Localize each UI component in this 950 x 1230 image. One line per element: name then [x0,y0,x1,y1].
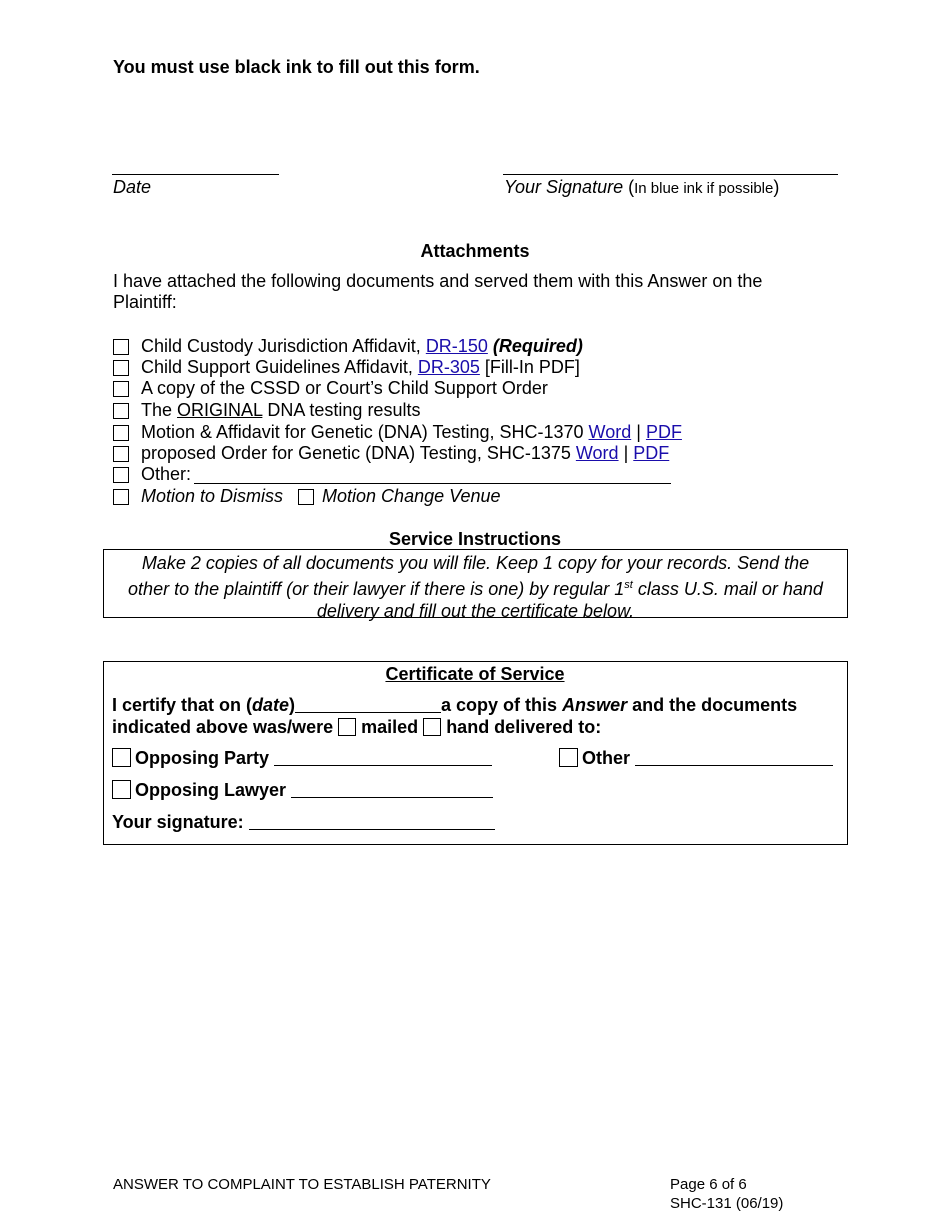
ink-instruction: You must use black ink to fill out this form. [113,57,480,77]
footer-title: ANSWER TO COMPLAINT TO ESTABLISH PATERNITY [113,1176,491,1193]
other-fill-line[interactable] [635,749,833,766]
shc1370-word-link[interactable]: Word [588,422,632,442]
attachment-item [113,443,669,464]
attachment-text: Child Support Guidelines Affidavit, [141,357,418,377]
separator: | [636,422,641,442]
attachments-intro: I have attached the following documents and served them with this Answer on the Plaintiff: [113,271,763,312]
motion-venue-label: Motion Change Venue [322,486,501,506]
attachment-text: A copy of the CSSD or Court’s Child Support Order [141,378,548,398]
attachment-text: DNA testing results [262,400,421,420]
attachment-text: proposed Order for Genetic (DNA) Testing, SHC-1375 [141,443,576,463]
certificate-heading: Certificate of Service [385,664,565,684]
hand-delivered-checkbox[interactable] [423,718,441,736]
motion-dismiss-label: Motion to Dismiss [141,486,284,506]
service-box [103,549,848,621]
other-label: Other [582,748,631,768]
checkbox[interactable] [298,489,314,505]
attachment-item [113,357,580,378]
checkbox[interactable] [113,467,129,483]
checkbox[interactable] [113,339,129,355]
certify-text: indicated above was/were [112,717,334,737]
attachments-heading: Attachments [420,241,530,261]
certify-text: ) [289,695,296,715]
dr305-link[interactable]: DR-305 [417,357,480,377]
your-signature-label: Your signature: [112,812,244,832]
separator: | [623,443,629,463]
opposing-lawyer-label: Opposing Lawyer [135,780,287,800]
checkbox[interactable] [113,381,129,397]
service-line [104,574,847,600]
opposing-party-checkbox[interactable] [112,748,131,767]
footer-page: Page 6 of 6 [670,1176,747,1193]
dr150-link[interactable]: DR-150 [425,336,488,356]
signature-note-close: ) [773,177,780,197]
attachment-text: Child Custody Jurisdiction Affidavit, [141,336,426,356]
mailed-checkbox[interactable] [338,718,356,736]
certify-text: a copy of this [441,695,563,715]
attachment-item [113,486,501,507]
signature-note: In blue ink if possible [634,180,774,197]
service-text [104,552,847,622]
shc1375-word-link[interactable]: Word [575,443,619,463]
fill-in-pdf-label: [Fill-In PDF] [484,357,580,377]
footer-form-id: SHC-131 (06/19) [670,1195,784,1212]
answer-word: Answer [562,695,628,715]
hand-delivered-label: hand delivered to: [446,717,602,737]
attachment-text: Motion & Affidavit for Genetic (DNA) Testing, SHC-1370 [141,422,589,442]
signature-note-open: ( [628,177,635,197]
other-checkbox[interactable] [559,748,578,767]
attachment-text: Other: [141,464,192,484]
attachment-item [113,400,420,421]
other-line[interactable] [194,483,671,484]
checkbox[interactable] [113,425,129,441]
opposing-party-row [112,747,492,769]
certify-text: and the documents [627,695,798,715]
signature-label-group [504,177,779,198]
opposing-lawyer-row [112,779,493,801]
opposing-party-line[interactable] [274,749,492,766]
attachment-text: The [141,400,178,420]
your-signature-line[interactable] [249,813,495,830]
date-line[interactable] [112,174,279,175]
service-line: Make 2 copies of all documents you will file. Keep 1 copy for your records. Send the [141,553,810,573]
other-row [559,747,833,769]
your-signature-row [112,811,495,833]
superscript: st [624,579,633,591]
certify-line-1 [112,694,797,716]
mailed-label: mailed [361,717,419,737]
service-heading: Service Instructions [388,529,562,549]
certify-text: I certify that on ( [112,695,253,715]
service-line-part: class U.S. mail or hand [632,579,823,599]
checkbox[interactable] [113,403,129,419]
shc1370-pdf-link[interactable]: PDF [645,422,682,442]
certify-line-2 [112,716,601,738]
opposing-lawyer-line[interactable] [291,781,493,798]
checkbox[interactable] [113,489,129,505]
date-word: date [252,695,290,715]
service-line: delivery and fill out the certificate below. [316,601,635,621]
opposing-party-label: Opposing Party [135,748,270,768]
attachment-item [113,378,548,399]
checkbox[interactable] [113,360,129,376]
date-label: Date [113,177,152,197]
original-underlined: ORIGINAL [177,400,263,420]
date-fill-line[interactable] [295,696,441,713]
service-line-part: other to the plaintiff (or their lawyer if there is one) by regular 1 [128,579,625,599]
required-label: (Required) [492,336,583,356]
shc1375-pdf-link[interactable]: PDF [633,443,670,463]
signature-label: Your Signature [504,177,624,197]
opposing-lawyer-checkbox[interactable] [112,780,131,799]
attachment-item [113,336,583,357]
checkbox[interactable] [113,446,129,462]
signature-line[interactable] [503,174,838,175]
attachment-item [113,464,191,485]
attachment-item [113,422,682,443]
